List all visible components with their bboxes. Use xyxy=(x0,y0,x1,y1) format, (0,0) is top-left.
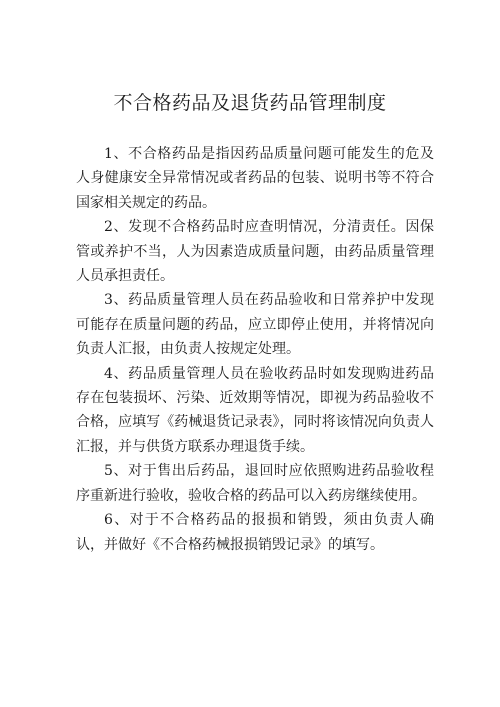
paragraph-4: 4、药品质量管理人员在验收药品时如发现购进药品存在包装损坏、污染、近效期等情况，即视为药品验收不合格，应填写《药械退货记录表》，同时将该情况向负责人汇报，并与供货方联系办理退货手续。 xyxy=(76,365,434,455)
paragraph-1: 1、不合格药品是指因药品质量问题可能发生的危及人身健康安全异常情况或者药品的包装、说明书等不符合国家相关规定的药品。 xyxy=(76,146,434,211)
document-body xyxy=(76,142,434,557)
paragraph-6: 6、对于不合格药品的报损和销毁，须由负责人确认，并做好《不合格药械报损销毁记录》的填写。 xyxy=(76,512,434,553)
paragraph-2: 2、发现不合格药品时应查明情况，分清责任。因保管或养护不当，人为因素造成质量问题，由药品质量管理人员承担责任。 xyxy=(76,219,434,285)
paragraph-5: 5、对于售出后药品，退回时应依照购进药品验收程序重新进行验收，验收合格的药品可以入药房继续使用。 xyxy=(76,463,434,504)
paragraph-3: 3、药品质量管理人员在药品验收和日常养护中发现可能存在质量问题的药品，应立即停止使用，并将情况向负责人汇报，由负责人按规定处理。 xyxy=(76,292,434,358)
document-title: 不合格药品及退货药品管理制度 xyxy=(113,92,387,114)
